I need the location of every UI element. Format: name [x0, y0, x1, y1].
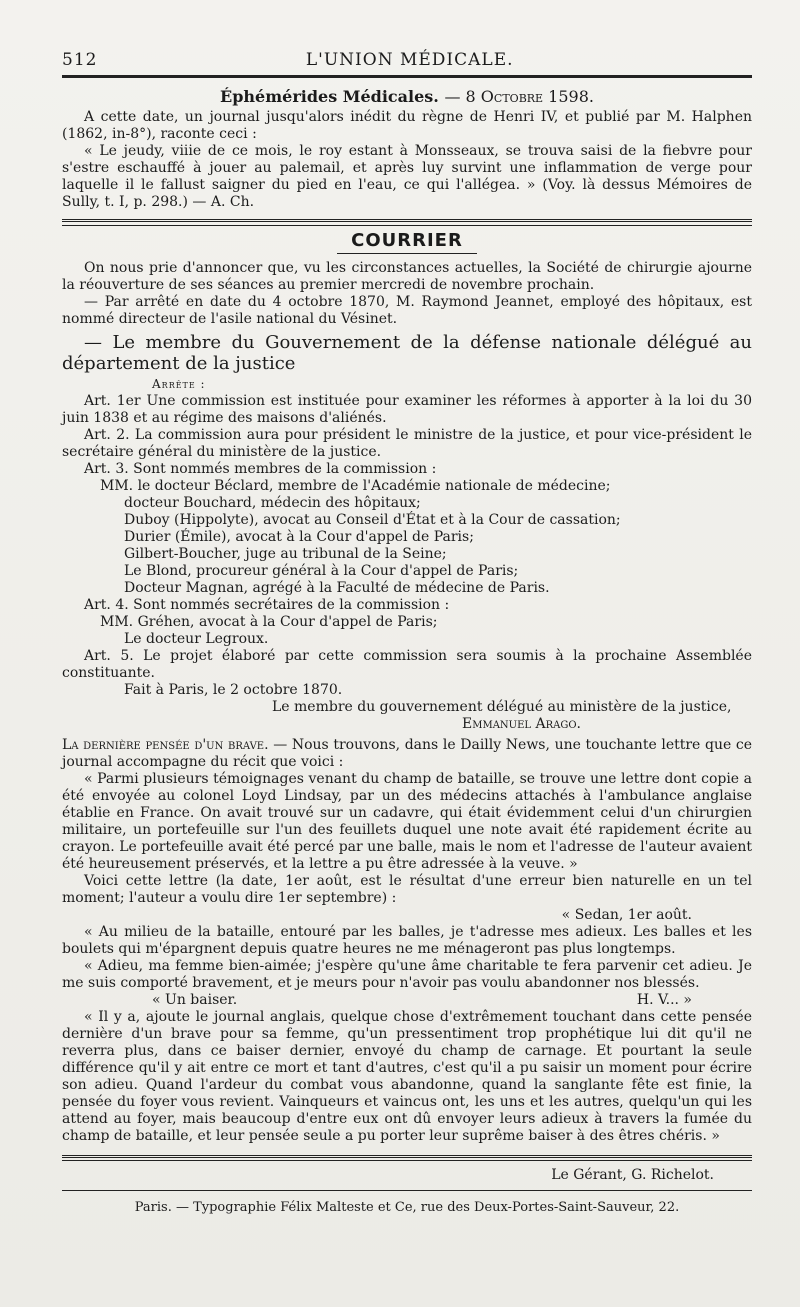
- courrier-p3: — Le membre du Gouvernement de la défense nationale délégué au département de la justice: [62, 332, 752, 374]
- member-line: Gilbert-Boucher, juge au tribunal de la Seine;: [124, 546, 447, 562]
- arrete-label: Arrête :: [152, 377, 206, 391]
- member-line: Durier (Émile), avocat à la Cour d'appel de Paris;: [124, 529, 474, 545]
- letter-signoff: [152, 992, 692, 1009]
- derniere-pensee-intro-text: — Nous trouvons, dans le Dailly News, une touchante lettre que ce journal accompagne du récit que voici :: [62, 737, 752, 770]
- derniere-pensee-p5: « Il y a, ajoute le journal anglais, quelque chose d'extrêmement touchant dans cette pensée dernière d'un brave pour sa femme, qu'un pressentiment trop prophétique lui dit qu'il ne reverra plus, dans ce baiser dernier, envoyé du champ de carnage. Et pourtant la seule différence qu'il y ait entre ce mort et tant d'autres, c'est qu'il a pu saisir un moment pour écrire son adieu. Quand l'ardeur du combat vous abandonne, quand la sanglante fête est finie, la pensée du foyer vous revient. Vainqueurs et vaincus ont, les uns et les autres, quelqu'un qui les attend au foyer, mais beaucoup d'entre eux ont dû envoyer leurs adieux à travers la fumée du champ de bataille, et leur pensée seule a pu porter leur suprême baiser à des êtres chéris. »: [62, 1009, 752, 1144]
- letter-place-date: « Sedan, 1er août.: [561, 907, 692, 923]
- footer-line: [62, 1190, 752, 1191]
- member-line: Duboy (Hippolyte), avocat au Conseil d'État et à la Cour de cassation;: [124, 512, 621, 528]
- derniere-pensee-lead: La dernière pensée d'un brave.: [62, 737, 269, 753]
- header-rule: [62, 75, 752, 78]
- letter-baiser: « Un baiser.: [152, 992, 238, 1008]
- ephemerides-title: Éphémérides Médicales.: [220, 87, 439, 106]
- derniere-pensee-p2: Voici cette lettre (la date, 1er août, est le résultat d'une erreur bien naturelle en un tel moment; l'auteur a voulu dire 1er septembre) :: [62, 873, 752, 906]
- page-number: 512: [62, 50, 98, 70]
- member-line: Docteur Magnan, agrégé à la Faculté de médecine de Paris.: [124, 580, 550, 596]
- footer-divider: [62, 1155, 752, 1161]
- secretary-line: Le docteur Legroux.: [124, 631, 269, 647]
- ephemerides-text: A cette date, un journal jusqu'alors inédit du règne de Henri IV, et publié par M. Halphen (1862, in-8°), raconte ceci :: [62, 109, 752, 142]
- fait-line: Fait à Paris, le 2 octobre 1870.: [124, 682, 343, 698]
- article-1: Art. 1er Une commission est instituée pour examiner les réformes à apporter à la loi du 30 juin 1838 et au régime des maisons d'aliénés.: [62, 393, 752, 426]
- article-2: Art. 2. La commission aura pour président le ministre de la justice, et pour vice-président le secrétaire général du ministère de la justice.: [62, 427, 752, 460]
- member-line: Le Blond, procureur général à la Cour d'appel de Paris;: [124, 563, 519, 579]
- ephemerides-quote: « Le jeudy, viiie de ce mois, le roy estant à Monsseaux, se trouva saisi de la fiebvre pour s'estre eschauffé à jouer au palemail, et après luy survint une inflammation de verge pour laquelle il le fallust saigner du pied en l'eau, ce qui l'allégea. » (Voy. là dessus Mémoires de Sully, t. I, p. 298.) — A. Ch.: [62, 143, 752, 210]
- letter-p1: « Au milieu de la bataille, entouré par les balles, je t'adresse mes adieux. Les balles et les boulets qui m'épargnent depuis quatre heures ne me ménageront pas plus longtemps.: [62, 924, 752, 957]
- courrier-underline: [337, 253, 477, 254]
- derniere-pensee-intro: [62, 737, 752, 771]
- member-line: MM. le docteur Béclard, membre de l'Académie nationale de médecine;: [100, 478, 611, 494]
- letter-p2: « Adieu, ma femme bien-aimée; j'espère qu'une âme charitable te fera parvenir cet adieu. Je me suis comporté bravement, et je meurs pour n'avoir pas voulu abandonner nos blessés.: [62, 958, 752, 991]
- gerant-signature: Le Gérant, G. Richelot.: [551, 1167, 714, 1183]
- printer-imprint: Paris. — Typographie Félix Malteste et Ce, rue des Deux-Portes-Saint-Sauveur, 22.: [134, 1200, 680, 1215]
- ephemerides-date: — 8 Octobre 1598.: [444, 87, 594, 106]
- article-5: Art. 5. Le projet élaboré par cette commission sera soumis à la prochaine Assemblée constituante.: [62, 648, 752, 681]
- signer-title: Le membre du gouvernement délégué au ministère de la justice,: [272, 699, 732, 715]
- member-line: docteur Bouchard, médecin des hôpitaux;: [124, 495, 421, 511]
- section-divider: [62, 219, 752, 226]
- ephemerides-title-line: [62, 88, 752, 105]
- secretary-line: MM. Gréhen, avocat à la Cour d'appel de Paris;: [100, 614, 438, 630]
- signer-name: Emmanuel Arago.: [462, 716, 581, 732]
- derniere-pensee-p1: « Parmi plusieurs témoignages venant du champ de bataille, se trouve une lettre dont copie a été envoyée au colonel Loyd Lindsay, par un des médecins attachés à l'ambulance anglaise établie en France. On avait trouvé sur un cadavre, qui était évidemment celui d'un chirurgien militaire, un portefeuille sur l'un des feuillets duquel une note avait été rapidement écrite au crayon. Le portefeuille avait été percé par une balle, mais le nom et l'adresse de l'auteur avaient été heureusement préservés, et la lettre a pu être adressée à la veuve. »: [62, 771, 752, 872]
- courrier-title: COURRIER: [351, 230, 463, 251]
- page-header: [62, 52, 752, 69]
- letter-initials: H. V... »: [636, 992, 692, 1008]
- journal-title: L'UNION MÉDICALE.: [305, 50, 514, 70]
- courrier-p2: — Par arrêté en date du 4 octobre 1870, M. Raymond Jeannet, employé des hôpitaux, est nommé directeur de l'asile national du Vésinet.: [62, 294, 752, 327]
- article-4: Art. 4. Sont nommés secrétaires de la commission :: [84, 597, 450, 613]
- page-content: [62, 52, 752, 1216]
- courrier-p1: On nous prie d'annoncer que, vu les circonstances actuelles, la Société de chirurgie ajourne la réouverture de ses séances au premier mercredi de novembre prochain.: [62, 260, 752, 293]
- article-3: Art. 3. Sont nommés membres de la commission :: [84, 461, 437, 477]
